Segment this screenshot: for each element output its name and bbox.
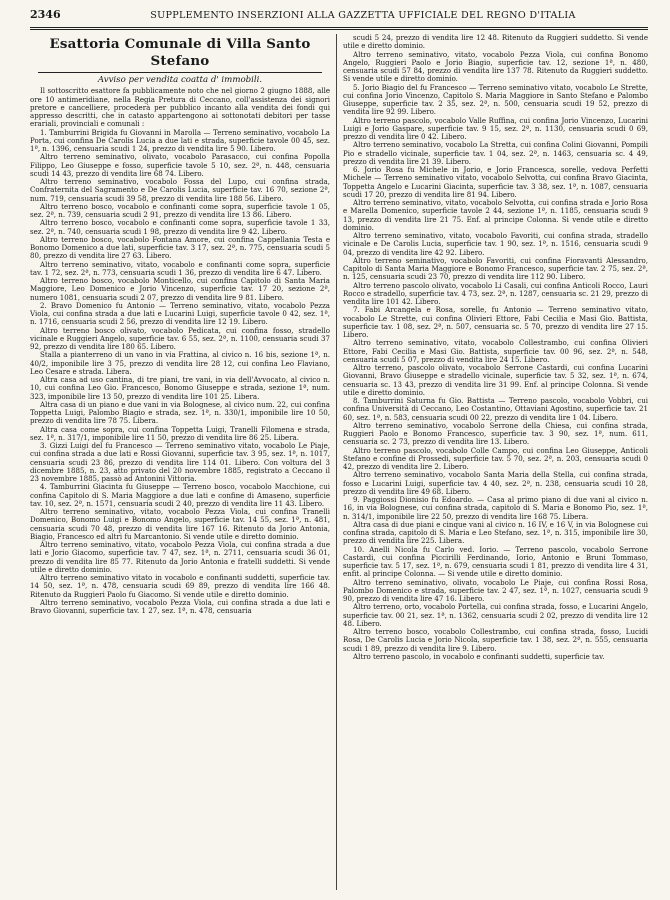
notice-paragraph: Altra casa ad uso cantina, di tre piani, tre vani, in via dell'Avvocato, al civico n. 10, cui confina Leo Gio. Francesco, Bonomo Giuseppe e strada, sezione 1ª, num. 323, imponibile lire 13 50, prezzo di vendita lire 101 25. Libera. (30, 375, 330, 401)
notice-paragraph: scudi 5 24, prezzo di vendita lire 12 48. Ritenuto da Ruggieri suddetto. Si vende utile e diretto dominio. (343, 34, 648, 51)
notice-paragraph: Altro terreno seminativo, vocabolo Favoriti, cui confina Fioravanti Alessandro, Capitolo di Santa Maria Maggiore e Bonomo Francesco, superficie tav. 2 75, sez. 2ª, n. 125, censuaria scudi 23 70, prezzo di vendita lire 112 90. Libero. (343, 255, 648, 282)
journal-title: SUPPLEMENTO INSERZIONI ALLA GAZZETTA UFFICIALE DEL REGNO D'ITALIA (150, 10, 576, 21)
notice-paragraph: Altro terreno seminativo, vocabolo La Stretta, cui confina Colini Giovanni, Pompili Pio e stradello vicinale, superficie tav. 1 04, sez. 2ª, n. 1463, censuaria sc. 4 49, prezzo di vendita lire 21 39. Libero. (343, 140, 648, 166)
notice-paragraph: Altro terreno seminativo, olivato, vocabolo Le Piaje, cui confina Rossi Rosa, Palombo Domenico e strada, superficie tav. 2 47, sez. 1ª, n. 1027, censuaria scudi 9 90, prezzo di vendita lire 47 16. Libero. (343, 577, 648, 603)
notice-paragraph: Altro terreno bosco, vocabolo Collestrambo, cui confina strada, fosso, Lucidi Rosa, De Carolis Lucia e Jorio Nicola, superficie tav. 1 38, sez. 2ª, n. 555, censuaria scudi 1 89, prezzo di vendita lire 9. Libero. (343, 627, 648, 653)
notice-paragraph: Altra casa come sopra, cui confina Toppetta Luigi, Tranelli Filomena e strada, sez. 1ª, n. 317/1, imponibile lire 11 50, prezzo di vendita lire 86 25. Libera. (30, 424, 330, 442)
notice-paragraph: Altro terreno seminativo, olivato, vocabolo Parasacco, cui confina Popolla Filippo, Leo Giuseppe e fosso, superficie tavole 5 10, sez. 2ª, n. 448, censuaria scudi 14 43, prezzo di vendita lire 68 74. Libero. (30, 152, 330, 178)
notice-paragraph: 6. Jorio Rosa fu Michele in Jorio, e Jorio Francesca, sorelle, vedova Perfetti Michele — Terreno seminativo vitato, vocabolo Selvotta, cui confina Bravo Giacinta, Toppetta Angelo e Lucarini Giacinta, superficie tav. 3 38, sez. 1ª, n. 1087, censuaria scudi 17 20, prezzo di vendita lire 81 94. Libero. (343, 165, 648, 199)
left-paragraphs (30, 129, 330, 616)
notice-paragraph: Altro terreno seminativo, vitato, vocabolo Collestrambo, cui confina Olivieri Ettore, Fabi Cecilia e Masi Gio. Battista, superficie tav. 00 96, sez. 2ª, n. 548, censuaria scudi 5 07, prezzo di vendita lire 24 15. Libero. (343, 338, 648, 364)
header-rule (30, 27, 648, 28)
notice-paragraph: Altro terreno, orto, vocabolo Portella, cui confina strada, fosso, e Lucarini Angelo, superficie tav. 00 21, sez. 1ª, n. 1362, censuaria scudi 2 02, prezzo di vendita lire 12 48. Libero. (343, 602, 648, 628)
title-rule (38, 72, 322, 73)
notice-paragraph: Altro terreno bosco, vocabolo Fontana Amore, cui confina Cappellania Testa e Bonomo Domenico a due lati, superficie tav. 3 17, sez. 2ª, n. 775, censuaria scudi 5 80, prezzo di vendita lire 27 63. Libero. (30, 234, 330, 261)
notice-paragraph: Altro terreno bosco, vocabolo e confinanti come sopra, superficie tavole 1 33, sez. 2ª, n. 740, censuaria scudi 1 98, prezzo di vendita lire 9 42. Libero. (30, 218, 330, 236)
notice-paragraph: Altra casa di due piani e cinque vani al civico n. 16 IV, e 16 V, in via Bolognese cui confina strada, capitolo di S. Maria e Leo Stefano, sez. 1ª, n. 315, imponibile lire 30, prezzo di vendita lire 225. Libera. (343, 519, 648, 546)
notice-paragraph: Altro terreno seminativo, vitato, vocabolo Pezza Viola, cui confina Tranelli Domenico, Bonomo Luigi e Bonomo Angelo, superficie tav. 14 55, sez. 1ª, n. 481, censuaria scudi 70 48, prezzo di vendita lire 167 16. Ritenuto da Jorio Antonia, Biagio, Francesco ed altri fu Marcantonio. Si vende utile e diretto dominio. (30, 507, 330, 541)
notice-title: Esattoria Comunale di Villa Santo Stefano (49, 36, 311, 69)
notice-paragraph: Altro terreno pascolo olivato, vocabolo Li Casali, cui confina Anticoli Rocco, Lauri Rocco e stradello, superficie tav. 4 73, sez. 2ª, n. 1287, censuaria sc. 21 29, prezzo di vendita lire 101 42. Libero. (343, 280, 648, 306)
notice-paragraph: Altro terreno bosco, vocabolo Monticello, cui confina Capitolo di Santa Maria Maggiore, Leo Domenico e Jorio Vincenzo, superficie tav. 17 20, sezione 2ª, numero 1081, censuaria scudi 2 07, prezzo di vendita lire 9 81. Libero. (30, 276, 330, 302)
notice-intro: Il sottoscritto esattore fa pubblicamente noto che nel giorno 2 giugno 1888, alle ore 10 antimeridiane, nella Regia Pretura di Ceccano, coll'assistenza dei signori pretore e cancelliere, procederà per pubblico incanto alla vendita dei fondi qui appresso descritti, che in catasto appartengono ai sottonotati debitori per tasse erariali, provinciali e comunali : (30, 86, 330, 129)
notice-paragraph: Altro terreno pascolo, in vocabolo e confinanti suddetti, superficie tav. (353, 651, 605, 661)
notice-paragraph: 2. Bravo Domenico fu Antonio — Terreno seminativo, vitato, vocabolo Pezza Viola, cui confina strada a due lati e Lucarini Luigi, superficie tavole 0 42, sez. 1ª, n. 1716, censuaria scudi 2 56, prezzo di vendita lire 12 19. Libero. (30, 300, 330, 327)
notice-paragraph: Altro terreno seminativo, vitato, vocabolo Favoriti, cui confina strada, stradello vicinale e De Carolis Lucia, superficie tav. 1 90, sez. 1ª, n. 1516, censuaria scudi 9 04, prezzo di vendita lire 42 92. Libero. (343, 231, 648, 257)
notice-paragraph: 9. Paggiossi Dionisio fu Edoardo. — Casa al primo piano di due vani al civico n. 16, in via Bolognese, cui confina strada, capitolo di S. Maria e Bonomo Pio, sez. 1ª, n. 314/1, imponibile lire 22 50, prezzo di vendita lire 168 75. Libera. (343, 495, 648, 521)
notice-paragraph: 8. Tamburrini Saturna fu Gio. Battista — Terreno pascolo, vocabolo Vobbri, cui confina Università di Ceccano, Leo Costantino, Ottaviani Agostino, superficie tav. 21 60, sez. 1ª, n. 583, censuaria scudi 00 22, prezzo di vendita lire 1 04. Libero. (343, 396, 648, 422)
column-separator (336, 34, 337, 890)
notice-paragraph: 7. Fabi Arcangela e Rosa, sorelle, fu Antonio — Terreno seminativo vitato, vocabolo Le Strette, cui confina Olivieri Ettore, Fabi Cecilia e Masi Gio. Battista, superficie tav. 1 08, sez. 2ª, n. 507, censuaria sc. 5 70, prezzo di vendita lire 27 15. Libero. (343, 305, 648, 339)
notice-paragraph: 5. Jorio Biagio del fu Francesco — Terreno seminativo vitato, vocabolo Le Strette, cui confina Jorio Vincenzo, Capitolo S. Maria Maggiore in Santo Stefano e Palombo Giuseppe, superficie tav. 2 35, sez. 2ª, n. 500, censuaria scudi 19 52, prezzo di vendita lire 92 99. Libero. (343, 82, 648, 117)
notice-paragraph: Altro terreno seminativo, vocabolo Serrone della Chiesa, cui confina strada, Ruggieri Paolo e Bonomo Francesco, superficie tav. 3 90, sez. 1ª, num. 611, censuaria sc. 2 73, prezzo di vendita lire 13. Libero. (343, 420, 648, 447)
notice-paragraph: Altro terreno bosco olivato, vocabolo Pedicata, cui confina fosso, stradello vicinale e Ruggieri Angelo, superficie tav. 6 55, sez. 2ª, n. 1100, censuaria scudi 37 92, prezzo di vendita lire 180 65. Libero. (30, 325, 330, 351)
header-rule-thin (30, 29, 648, 30)
right-paragraphs (343, 34, 648, 661)
page-number: 2346 (30, 8, 61, 21)
notice-paragraph: 1. Tamburrini Brigida fu Giovanni in Marolla — Terreno seminativo, vocabolo La Porta, cui confina De Carolis Lucia a due lati e strada, superficie tavole 00 45, sez. 1ª, n. 1396, censuaria scudi 1 24, prezzo di vendita lire 5 90. Libero. (30, 127, 330, 153)
notice-paragraph: 3. Gizzi Luigi del fu Francesco — Terreno seminativo vitato, vocabolo Le Piaje, cui confina strada a due lati e Rossi Giovanni, superficie tav. 3 95, sez. 1ª, n. 1017, censuaria scudi 23 86, prezzo di vendita lire 114 01. Libero. Con voltura del 3 dicembre 1885, n. 23, atto privato del 20 novembre 1885, registrato a Ceccano il 23 novembre 1885, passò ad Antonini Vittoria. (30, 441, 330, 483)
notice-paragraph: 4. Tamburrini Giacinta fu Giuseppe — Terreno bosco, vocabolo Macchione, cui confina Capitolo di S. Maria Maggiore a due lati e confine di Amaseno, superficie tav. 10, sez. 2ª, n. 1571, censuaria scudi 2 40, prezzo di vendita lire 11 43. Libero. (30, 482, 330, 508)
notice-paragraph: Altro terreno seminativo, vocabolo Santa Maria della Stella, cui confina strada, fosso e Lucarini Luigi, superficie tav. 4 40, sez. 2ª, n. 238, censuaria scudi 10 28, prezzo di vendita lire 49 68. Libero. (343, 470, 648, 496)
notice-paragraph: Altro terreno seminativo vitato in vocabolo e confinanti suddetti, superficie tav. 14 50, sez. 1ª, n. 478, censuaria scudi 69 89, prezzo di vendita lire 166 48. Ritenuto da Ruggieri Paolo fu Giacomo. Si vende utile e diretto dominio. (30, 573, 330, 599)
notice-paragraph: Altro terreno seminativo, vitato, vocabolo Pezza Viola, cui confina Bonomo Angelo, Ruggieri Paolo e Jorio Biagio, superficie tav. 12, sezione 1ª, n. 480, censuaria scudi 57 84, prezzo di vendita lire 137 78. Ritenuto da Ruggieri suddetto. Si vende utile e diretto dominio. (343, 49, 648, 84)
left-column (30, 34, 330, 892)
notice-paragraph: Altro terreno, pascolo olivato, vocabolo Serrone Castardi, cui confina Lucarini Giovanni, Bravo Giuseppe e stradello vicinale, superficie tav. 5 32, sez. 1ª, n. 674, censuaria sc. 13 43, prezzo di vendita lire 31 99. Enf. al principe Colonna. Si vende utile e diretto dominio. (343, 363, 648, 397)
notice-paragraph: Altro terreno seminativo, vocabolo Pezza Viola, cui confina strada a due lati e Bravo Giovanni, superficie tav. 1 27, sez. 1ª, n. 478, censuaria (30, 597, 330, 615)
notice-paragraph: Altro terreno seminativo, vitato, vocabolo Selvotta, cui confina strada e Jorio Rosa e Marella Domenico, superficie tavole 2 44, sezione 1ª, n. 1185, censuaria scudi 9 13, prezzo di vendita lire 21 75. Enf. al principe Colonna. Si vende utile e diretto dominio. (343, 198, 648, 232)
notice-paragraph: Altro terreno pascolo, vocabolo Valle Ruffina, cui confina Jorio Vincenzo, Lucarini Luigi e Jorio Gaspare, superficie tav. 9 15, sez. 2ª, n. 1130, censuaria scudi 0 69, prezzo di vendita lire 0 42. Libero. (343, 115, 648, 141)
notice-paragraph: Altro terreno seminativo, vocabolo Fossa del Lupo, cui confina strada, Confraternita del Sagramento e De Carolis Lucia, superficie tav. 16 70, sezione 2ª, num. 719, censuaria scudi 39 58, prezzo di vendita lire 188 56. Libero. (30, 177, 330, 203)
notice-paragraph: 10. Anelli Nicola fu Carlo ved. Iorio. — Terreno pascolo, vocabolo Serrone Castardi, cui confina Piccirilli Ferdinando, Iorio, Antonio e Bruni Tommaso, superficie tav. 5 17, sez. 1ª, n. 679, censuaria scudi 1 81, prezzo di vendita lire 4 31, enfit. al principe Colonna. — Si vende utile e diretto dominio. (343, 544, 648, 579)
notice-paragraph: Altro terreno seminativo, vitato, vocabolo Pezza Viola, cui confina strada a due lati e Jorio Giacomo, superficie tav. 7 47, sez. 1ª, n. 2711, censuaria scudi 36 01, prezzo di vendita lire 85 77. Ritenuto da Jorio Antonia e fratelli suddetti. Si vende utile e diretto dominio. (30, 540, 330, 574)
right-column (343, 34, 648, 892)
notice-paragraph: Altra casa di un piano e due vani in via Bolognese, al civico num. 22, cui confina Toppetta Luigi, Palombo Biagio e strada, sez. 1ª, n. 330/1, imponibile lire 10 50, prezzo di vendita lire 78 75. Libera. (30, 399, 330, 426)
notice-paragraph: Altro terreno pascolo, vocabolo Colle Campo, cui confina Leo Giuseppe, Anticoli Stefano e confine di Prossedi, superficie tav. 5 70, sez. 2ª, n. 203, censuaria scudi 0 42, prezzo di vendita lire 2. Libero. (343, 445, 648, 471)
running-head (30, 8, 648, 24)
notice-paragraph: Altro terreno seminativo, vitato, vocabolo e confinanti come sopra, superficie tav. 1 72, sez. 2ª, n. 773, censuaria scudi 1 36, prezzo di vendita lire 6 47. Libero. (30, 259, 330, 277)
notice-paragraph: Stalla a pianterreno di un vano in via Frattina, al civico n. 16 bis, sezione 1ª, n. 40/2, imponibile lire 3 75, prezzo di vendita lire 28 12, cui confina Leo Flaviano, Leo Cesare e strada. Libera. (30, 350, 330, 376)
notice-subtitle: Avviso per vendita coatta d' immobili. (97, 75, 263, 85)
notice-paragraph: Altro terreno bosco, vocabolo e confinanti come sopra, superficie tavole 1 05, sez. 2ª, n. 739, censuaria scudi 2 91, prezzo di vendita lire 13 86. Libero. (30, 201, 330, 219)
